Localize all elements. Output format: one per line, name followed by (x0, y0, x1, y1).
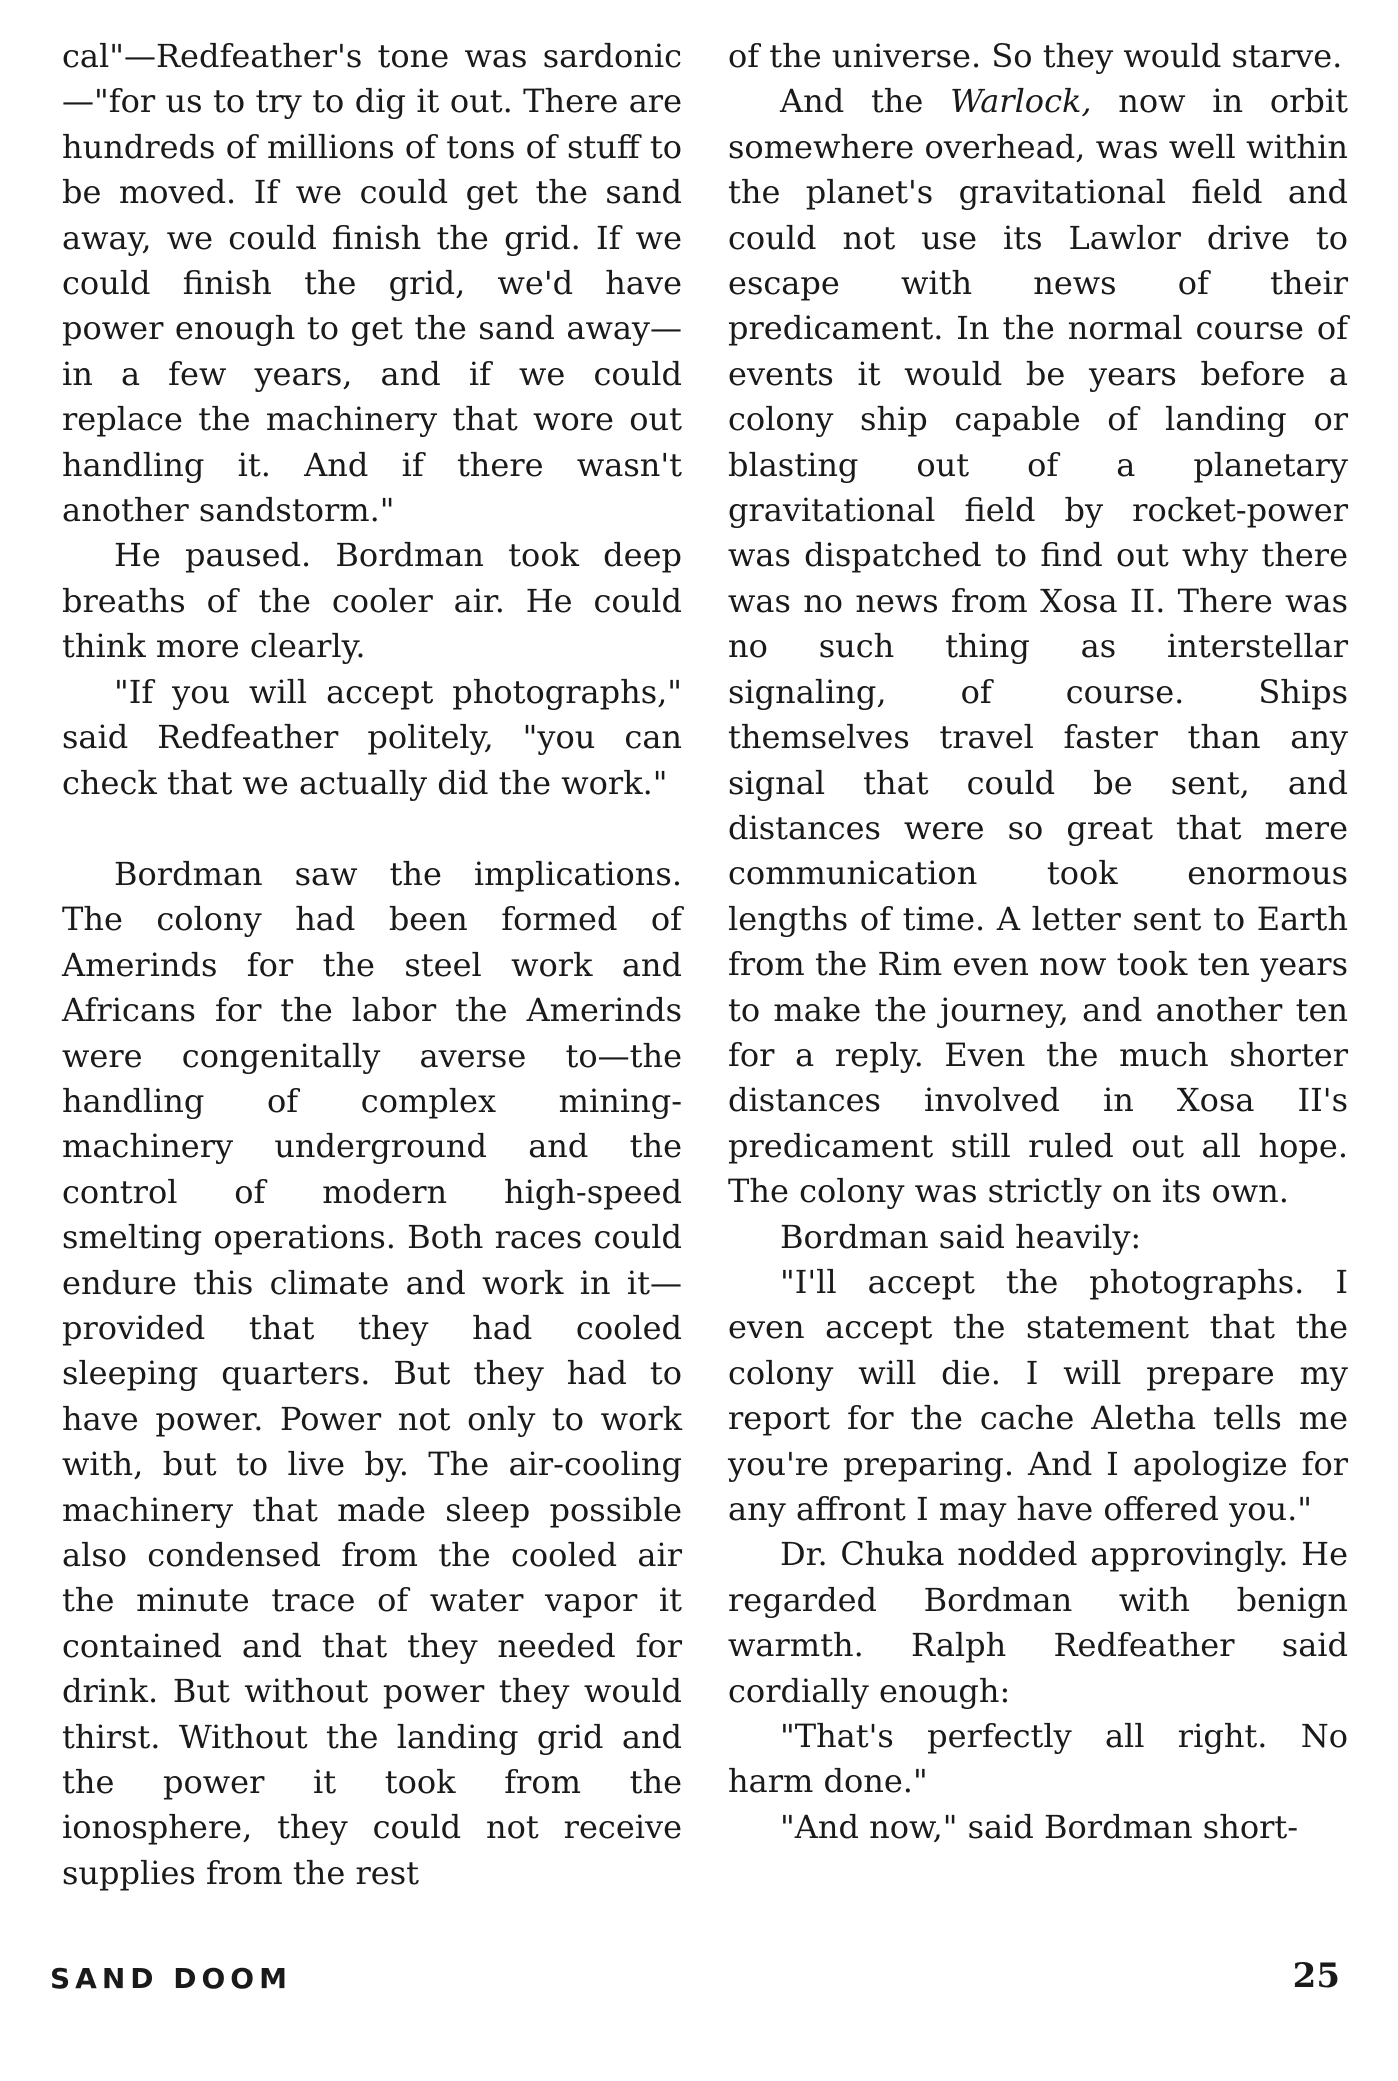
paragraph: "If you will accept photographs," said Redfeather politely, "you can check that we actually did the work." (62, 672, 682, 802)
running-footer-title: SAND DOOM (50, 1962, 292, 1995)
paragraph (728, 79, 1348, 1214)
paragraph: He paused. Bordman took deep breaths of the cooler air. He could think more clearly. (62, 536, 682, 666)
paragraph: Dr. Chuka nodded approvingly. He regarded Bordman with benign warmth. Ralph Redfeather said cordially enough: (728, 1535, 1348, 1710)
text-run: now in orbit somewhere overhead, was well within the planet's gravitational field and could not use its Lawlor drive to escape with news of their predicament. In the normal course of events it would be years before a colony ship capable of landing or blasting out of a planetary gravitational field by rocket-power was dispatched to find out why there was no news from Xosa II. There was no such thing as interstellar signaling, of course. Ships themselves travel faster than any signal that could be sent, and distances were so great that mere communication took enormous lengths of time. A letter sent to Earth from the Rim even now took ten years to make the journey, and another ten for a reply. Even the much shorter distances involved in Xosa II's predicament still ruled out all hope. The colony was strictly on its own. (728, 82, 1348, 1211)
paragraph: "That's perfectly all right. No harm done." (728, 1717, 1348, 1801)
paragraph: Bordman said heavily: (780, 1217, 1142, 1256)
paragraph: Bordman saw the implications. The colony had been formed of Amerinds for the steel work and Africans for the labor the Amerinds were congenitally averse to—the handling of complex mining-machinery underground and the control of modern high-speed smelting operations. Both races could endure this climate and work in it—provided that they had cooled sleeping quarters. But they had to have power. Power not only to work with, but to live by. The air-cooling machinery that made sleep possible also condensed from the cooled air the minute trace of water vapor it contained and that they needed for drink. But without power they would thirst. Without the landing grid and the power it took from the ionosphere, they could not receive supplies from the rest (62, 854, 682, 1892)
paragraph: "I'll accept the photographs. I even accept the statement that the colony will die. I will prepare my report for the cache Aletha tells me you're preparing. And I apologize for any affront I may have offered you." (728, 1262, 1348, 1528)
paragraph: cal"—Redfeather's tone was sardonic—"for us to try to dig it out. There are hundreds of millions of tons of stuff to be moved. If we could get the sand away, we could finish the grid. If we could finish the grid, we'd have power enough to get the sand away—in a few years, and if we could replace the machinery that wore out handling it. And if there wasn't another sandstorm." (62, 37, 682, 530)
ship-name: Warlock, (950, 82, 1092, 121)
left-column (62, 34, 682, 1896)
page-number: 25 (1292, 1956, 1340, 1996)
paragraph: "And now," said Bordman short- (780, 1807, 1299, 1846)
paragraph: of the universe. So they would starve. (728, 37, 1343, 75)
text-run: And the (780, 82, 951, 121)
right-column (728, 34, 1348, 1850)
